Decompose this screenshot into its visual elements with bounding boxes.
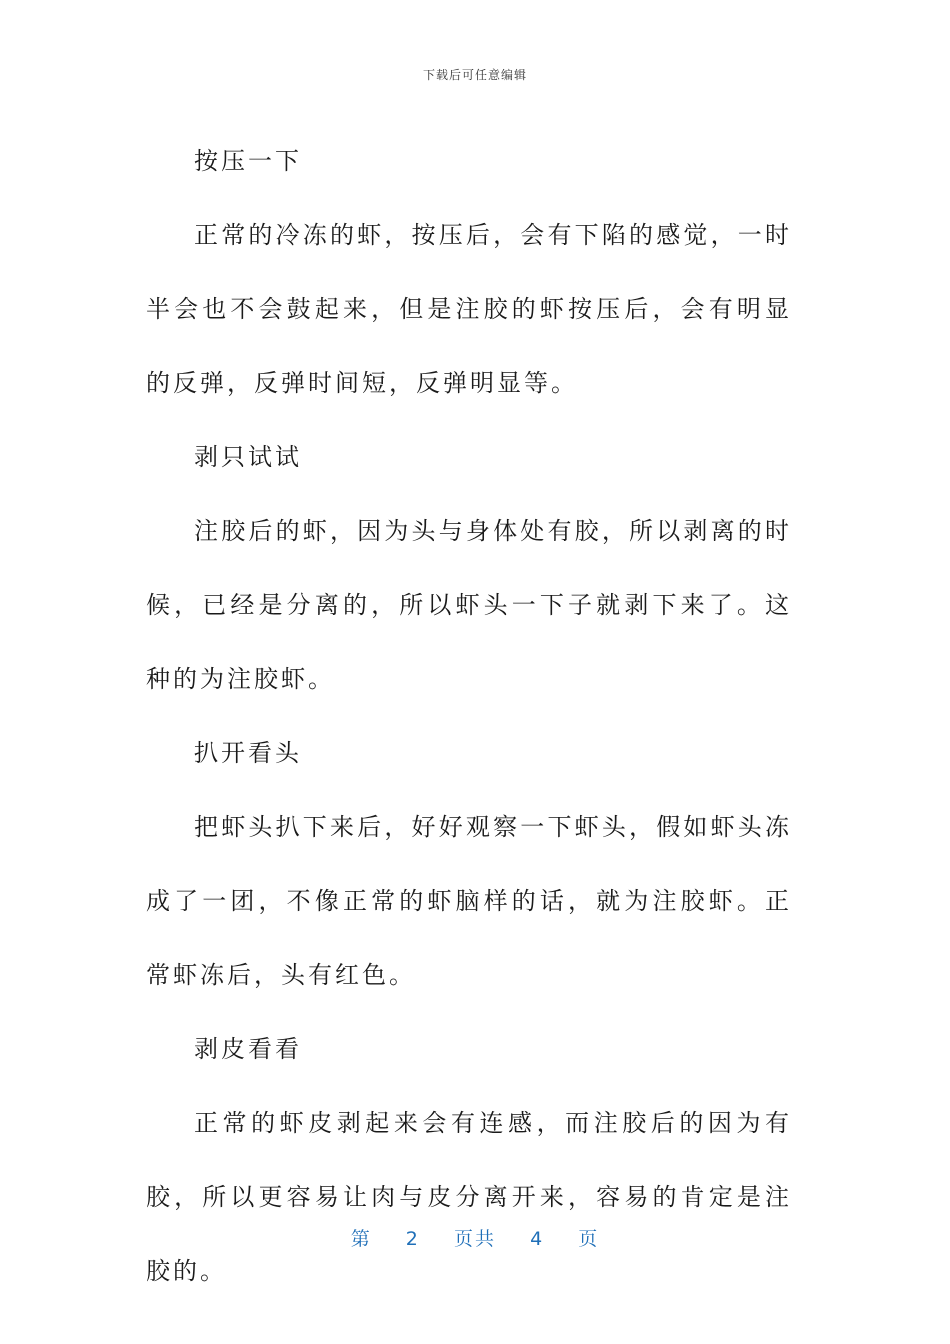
section-paragraph: 注胶后的虾，因为头与身体处有胶，所以剥离的时候，已经是分离的，所以虾头一下子就剥下来了。这种的为注胶虾。 [146, 517, 792, 693]
total-pages-number: 4 [530, 1228, 545, 1250]
section-heading: 剥只试试 [194, 443, 302, 471]
document-body [146, 124, 792, 1308]
footer-suffix: 页 [578, 1228, 600, 1250]
footer-prefix: 第 [350, 1228, 372, 1250]
section-heading: 剥皮看看 [194, 1035, 302, 1063]
footer-middle: 页共 [453, 1228, 496, 1250]
section-heading: 按压一下 [194, 147, 302, 175]
section-paragraph: 把虾头扒下来后，好好观察一下虾头，假如虾头冻成了一团，不像正常的虾脑样的话，就为注胶虾。正常虾冻后，头有红色。 [146, 813, 792, 989]
current-page-number: 2 [405, 1228, 420, 1250]
section-paragraph: 正常的冷冻的虾，按压后，会有下陷的感觉，一时半会也不会鼓起来，但是注胶的虾按压后，会有明显的反弹，反弹时间短，反弹明显等。 [146, 221, 792, 397]
header-note: 下载后可任意编辑 [422, 68, 527, 82]
section-paragraph: 正常的虾皮剥起来会有连感，而注胶后的因为有胶，所以更容易让肉与皮分离开来，容易的肯定是注胶的。 [146, 1109, 792, 1285]
section-heading: 扒开看头 [194, 739, 302, 767]
page-number-footer [0, 1224, 950, 1251]
